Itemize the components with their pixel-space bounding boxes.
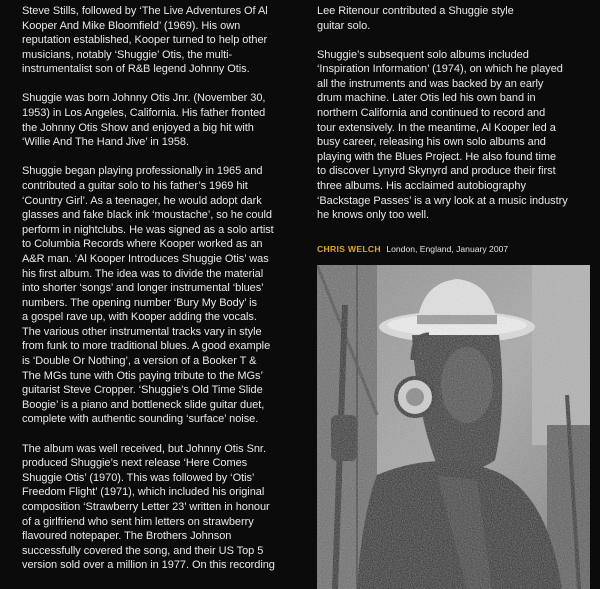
credit-place-date: London, England, January 2007 [386,244,509,254]
paragraph: Steve Stills, followed by ‘The Live Adventures Of Al Kooper And Mike Bloomfield’ (1969). His own reputation established, Kooper turned to help other musicians, notably ‘Shuggie’ Otis, the multi- instrumentalist son of R&B legend Johnny Otis. [22,5,268,76]
author-credit [317,244,508,255]
paragraph: Shuggie’s subsequent solo albums included ‘Inspiration Information’ (1974), on which he played all the instruments and was backed by an early drum machine. Later Otis led his own band in northern California and continued to record and tour extensively. In the meantime, Al Kooper led a busy career, releasing his own solo albums and playing with the Blues Project. He also found time to discover Lynyrd Skynyrd and produce their first three albums. His acclaimed autobiography ‘Backstage Passes’ is a wry look at a music industry he knows only too well. [317,48,568,222]
paragraph: Lee Ritenour contributed a Shuggie style guitar solo. [317,5,514,32]
left-text-column [22,4,294,587]
musician-photo [317,265,590,589]
paragraph: Shuggie was born Johnny Otis Jnr. (November 30, 1953) in Los Angeles, California. His father fronted the Johnny Otis Show and enjoyed a big hit with ‘Willie And The Hand Jive’ in 1958. [22,92,266,149]
paragraph: Shuggie began playing professionally in 1965 and contributed a guitar solo to his father’s 1969 hit ‘Country Girl’. As a teenager, he would adopt dark glasses and fake black ink ‘moustache’, so he could perform in nightclubs. He was signed as a solo artist to Columbia Records where Kooper worked as an A&R man. ‘Al Kooper Introduces Shuggie Otis’ was his first album. The idea was to divide the material into shorter ‘songs’ and longer instrumental ‘blues’ numbers. The opening number ‘Bury My Body’ is a gospel rave up, with Kooper adding the vocals. The various other instrumental tracks vary in style from funk to more traditional blues. A good example is ‘Double Or Nothing’, a version of a Booker T & The MGs tune with Otis paying tribute to the MGs’ guitarist Steve Cropper. ‘Shuggie’s Old Time Slide Boogie’ is a piano and bottleneck slide guitar duet, complete with authentic sounding ‘surface’ noise. [22,165,274,426]
right-text-column [317,4,589,237]
author-name: CHRIS WELCH [317,244,381,254]
paragraph: The album was well received, but Johnny Otis Snr. produced Shuggie’s next release ‘Here Comes Shuggie Otis’ (1970). This was followed by ‘Otis’ Freedom Flight’ (1971), which included his original composition ‘Strawberry Letter 23’ written in honour of a girlfriend who sent him letters on strawberry flavoured notepaper. The Brothers Johnson successfully covered the song, and their US Top 5 version sold over a million in 1977. On this recording [22,442,275,572]
